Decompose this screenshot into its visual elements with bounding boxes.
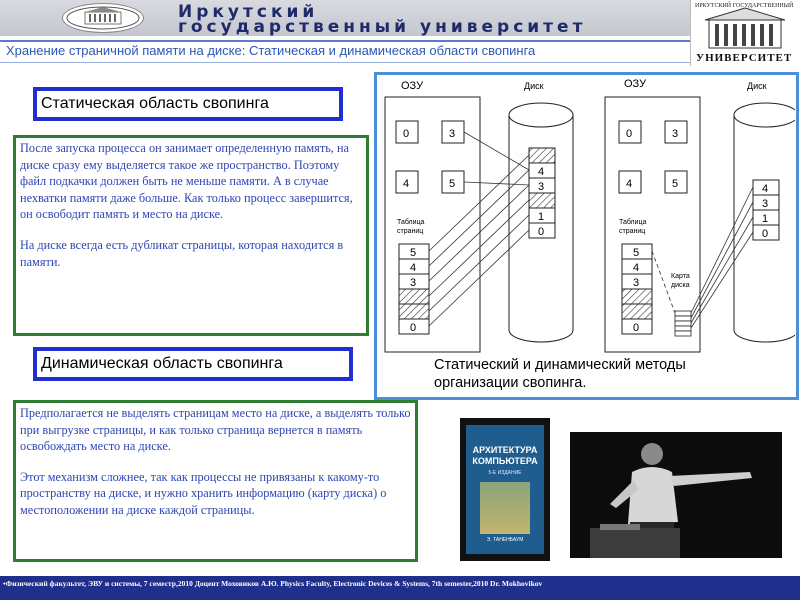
left-page-table-label-1: Таблица — [397, 219, 425, 226]
swapping-diagram — [379, 75, 795, 357]
svg-text:1: 1 — [538, 211, 545, 223]
dynamic-area-paragraph-2: Этот механизм сложнее, так как процессы не привязаны к какому-то пространству на диске, и нужно хранить информацию (карту диска) о местоположении на диске каждой страницы. — [20, 469, 387, 517]
university-name-line2: государственный университет — [178, 17, 587, 37]
svg-text:0: 0 — [633, 322, 640, 334]
right-ram-page-4 — [619, 171, 641, 193]
svg-text:0: 0 — [762, 228, 769, 240]
svg-text:5: 5 — [449, 178, 456, 190]
subtitle-divider — [0, 40, 690, 42]
svg-text:5: 5 — [410, 247, 417, 259]
dynamic-area-paragraph-1: Предполагается не выделять страницам место на диске, а выделять только при выгрузке страницы, и как только страница вернется в память освобождать место на диске. — [20, 406, 411, 454]
left-page-table-label-2: страниц — [397, 228, 424, 235]
book-title-line1: АРХИТЕКТУРА — [472, 445, 538, 455]
right-page-table-label-2: страниц — [619, 228, 646, 235]
footer-text: •Физический факультет, ЭВУ и системы, 7 семестр,2010 Доцент Моховиков А.Ю. Physics Faculty, Electronic Devices & Systems, 7th semester,2010 Dr. Mokhovikov — [3, 579, 543, 588]
svg-text:5: 5 — [633, 247, 640, 259]
left-ram-page-4 — [396, 171, 418, 193]
disk-map-label-1: Карта — [671, 273, 690, 280]
svg-text:0: 0 — [626, 128, 633, 140]
svg-text:3: 3 — [762, 198, 769, 210]
right-ram-page-3 — [665, 121, 687, 143]
right-ram-label: ОЗУ — [624, 78, 647, 90]
left-disk-slots — [529, 148, 555, 238]
svg-text:0: 0 — [403, 128, 410, 140]
svg-text:3: 3 — [449, 128, 456, 140]
static-area-paragraph-2: На диске всегда есть дубликат страницы, которая находится в памяти. — [20, 237, 344, 269]
book-title-line2: КОМПЬЮТЕРА — [472, 456, 538, 466]
left-ram-page-3 — [442, 121, 464, 143]
disk-map-label-2: диска — [671, 282, 690, 289]
book-edition: 5-Е ИЗДАНИЕ — [488, 470, 522, 476]
disk-map-stack — [675, 311, 691, 336]
left-ram-page-0 — [396, 121, 418, 143]
svg-text:0: 0 — [538, 226, 545, 238]
book-author: Э. ТАНЕНБАУМ — [486, 537, 524, 543]
subtitle-divider-bottom — [0, 62, 690, 63]
right-disk-label: Диск — [747, 81, 767, 91]
static-area-text-box — [13, 135, 369, 336]
right-page-table-label-1: Таблица — [619, 219, 647, 226]
dynamic-area-title: Динамическая область свопинга — [33, 347, 353, 381]
svg-text:4: 4 — [633, 262, 640, 274]
left-ram-page-5 — [442, 171, 464, 193]
left-disk-label: Диск — [524, 81, 544, 91]
svg-text:4: 4 — [626, 178, 633, 190]
svg-text:3: 3 — [672, 128, 679, 140]
diagram-caption: Статический и динамический методы организации свопинга. — [434, 357, 686, 391]
dynamic-area-text-box — [13, 400, 418, 562]
svg-text:5: 5 — [672, 178, 679, 190]
svg-text:4: 4 — [410, 262, 417, 274]
static-area-title: Статическая область свопинга — [33, 87, 343, 121]
svg-text:4: 4 — [762, 183, 769, 195]
svg-text:3: 3 — [633, 277, 640, 289]
corner-caption-bottom: УНИВЕРСИТЕТ — [696, 52, 793, 64]
right-ram-page-5 — [665, 171, 687, 193]
static-area-paragraph-1: После запуска процесса он занимает определенную память, на диске сразу ему выделяется такое же пространство. Поэтому файл подкачки должен быть не меньше памяти. А в случае нехватки памяти даже больше. Как только процесс завершится, он освободит память и место на диске. — [20, 141, 353, 222]
svg-text:3: 3 — [538, 181, 545, 193]
svg-text:0: 0 — [410, 322, 417, 334]
right-page-table — [622, 244, 652, 334]
slide-subtitle: Хранение страничной памяти на диске: Статическая и динамическая области свопинга — [6, 43, 536, 58]
corner-caption-top: ИРКУТСКИЙ ГОСУДАРСТВЕННЫЙ — [695, 3, 794, 9]
university-logo — [62, 3, 144, 33]
svg-text:4: 4 — [538, 166, 545, 178]
book-cover-illustration — [480, 482, 530, 534]
svg-text:4: 4 — [403, 178, 410, 190]
left-ram-label: ОЗУ — [401, 80, 424, 92]
right-ram-page-0 — [619, 121, 641, 143]
university-name-line1: Иркутский — [178, 2, 319, 22]
svg-text:1: 1 — [762, 213, 769, 225]
right-disk-slots — [753, 180, 779, 240]
left-page-table — [399, 244, 429, 334]
lecturer-photo — [570, 432, 782, 558]
svg-text:3: 3 — [410, 277, 417, 289]
